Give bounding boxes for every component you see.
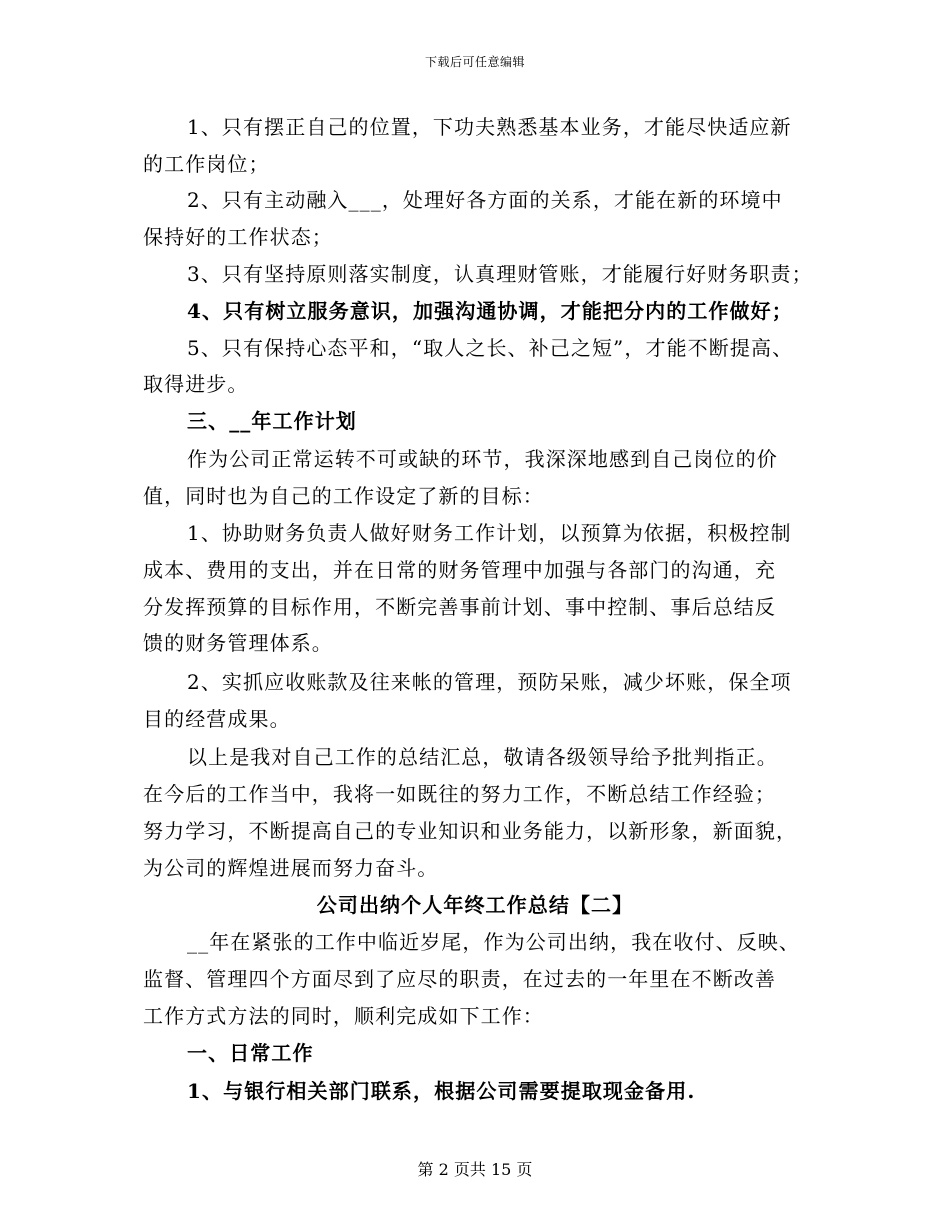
paragraph-line: 3、只有坚持原则落实制度，认真理财管账，才能履行好财务职责； (187, 262, 813, 286)
paragraph-line: 成本、费用的支出，并在日常的财务管理中加强与各部门的沟通，充 (143, 558, 776, 582)
paragraph-line: 5、只有保持心态平和，“取人之长、补己之短”，才能不断提高、 (187, 336, 794, 360)
paragraph-line: 监督、管理四个方面尽到了应尽的职责，在过去的一年里在不断改善 (143, 967, 776, 991)
paragraph-line: 努力学习，不断提高自己的专业知识和业务能力，以新形象，新面貌， (143, 819, 798, 843)
paragraph-line: 保持好的工作状态； (143, 225, 333, 249)
section-heading: 三、__年工作计划 (187, 409, 357, 433)
paragraph-line: 2、只有主动融入___，处理好各方面的关系，才能在新的环境中 (187, 188, 783, 212)
document-title: 公司出纳个人年终工作总结【二】 (316, 893, 634, 917)
paragraph-line: 值，同时也为自己的工作设定了新的目标： (143, 484, 544, 508)
paragraph-line: 为公司的辉煌进展而努力奋斗。 (143, 856, 439, 880)
paragraph-line: __年在紧张的工作中临近岁尾，作为公司出纳，我在收付、反映、 (187, 930, 800, 954)
section-heading: 一、日常工作 (187, 1041, 314, 1065)
paragraph-line: 以上是我对自己工作的总结汇总，敬请各级领导给予批判指正。 (187, 745, 778, 769)
paragraph-line: 馈的财务管理体系。 (143, 631, 333, 655)
paragraph-line: 作为公司正常运转不可或缺的环节，我深深地感到自己岗位的价 (187, 447, 778, 471)
paragraph-line: 1、协助财务负责人做好财务工作计划，以预算为依据，积极控制 (187, 521, 792, 545)
paragraph-line: 工作方式方法的同时，顺利完成如下工作： (143, 1004, 544, 1028)
bold-paragraph-line: 4、只有树立服务意识，加强沟通协调，才能把分内的工作做好； (187, 299, 793, 323)
paragraph-line: 分发挥预算的目标作用，不断完善事前计划、事中控制、事后总结反 (143, 595, 776, 619)
bold-paragraph-line: 1、与银行相关部门联系，根据公司需要提取现金备用. (187, 1079, 696, 1103)
paragraph-line: 2、实抓应收账款及往来帐的管理，预防呆账，减少坏账，保全项 (187, 670, 792, 694)
paragraph-line: 1、只有摆正自己的位置，下功夫熟悉基本业务，才能尽快适应新 (187, 115, 792, 139)
paragraph-line: 目的经营成果。 (143, 707, 291, 731)
paragraph-line: 的工作岗位； (143, 152, 270, 176)
paragraph-line: 在今后的工作当中，我将一如既往的努力工作，不断总结工作经验； (143, 782, 776, 806)
page-header: 下载后可任意编辑 (424, 55, 525, 69)
page-footer: 第 2 页共 15 页 (417, 1160, 533, 1179)
paragraph-line: 取得进步。 (143, 372, 249, 396)
